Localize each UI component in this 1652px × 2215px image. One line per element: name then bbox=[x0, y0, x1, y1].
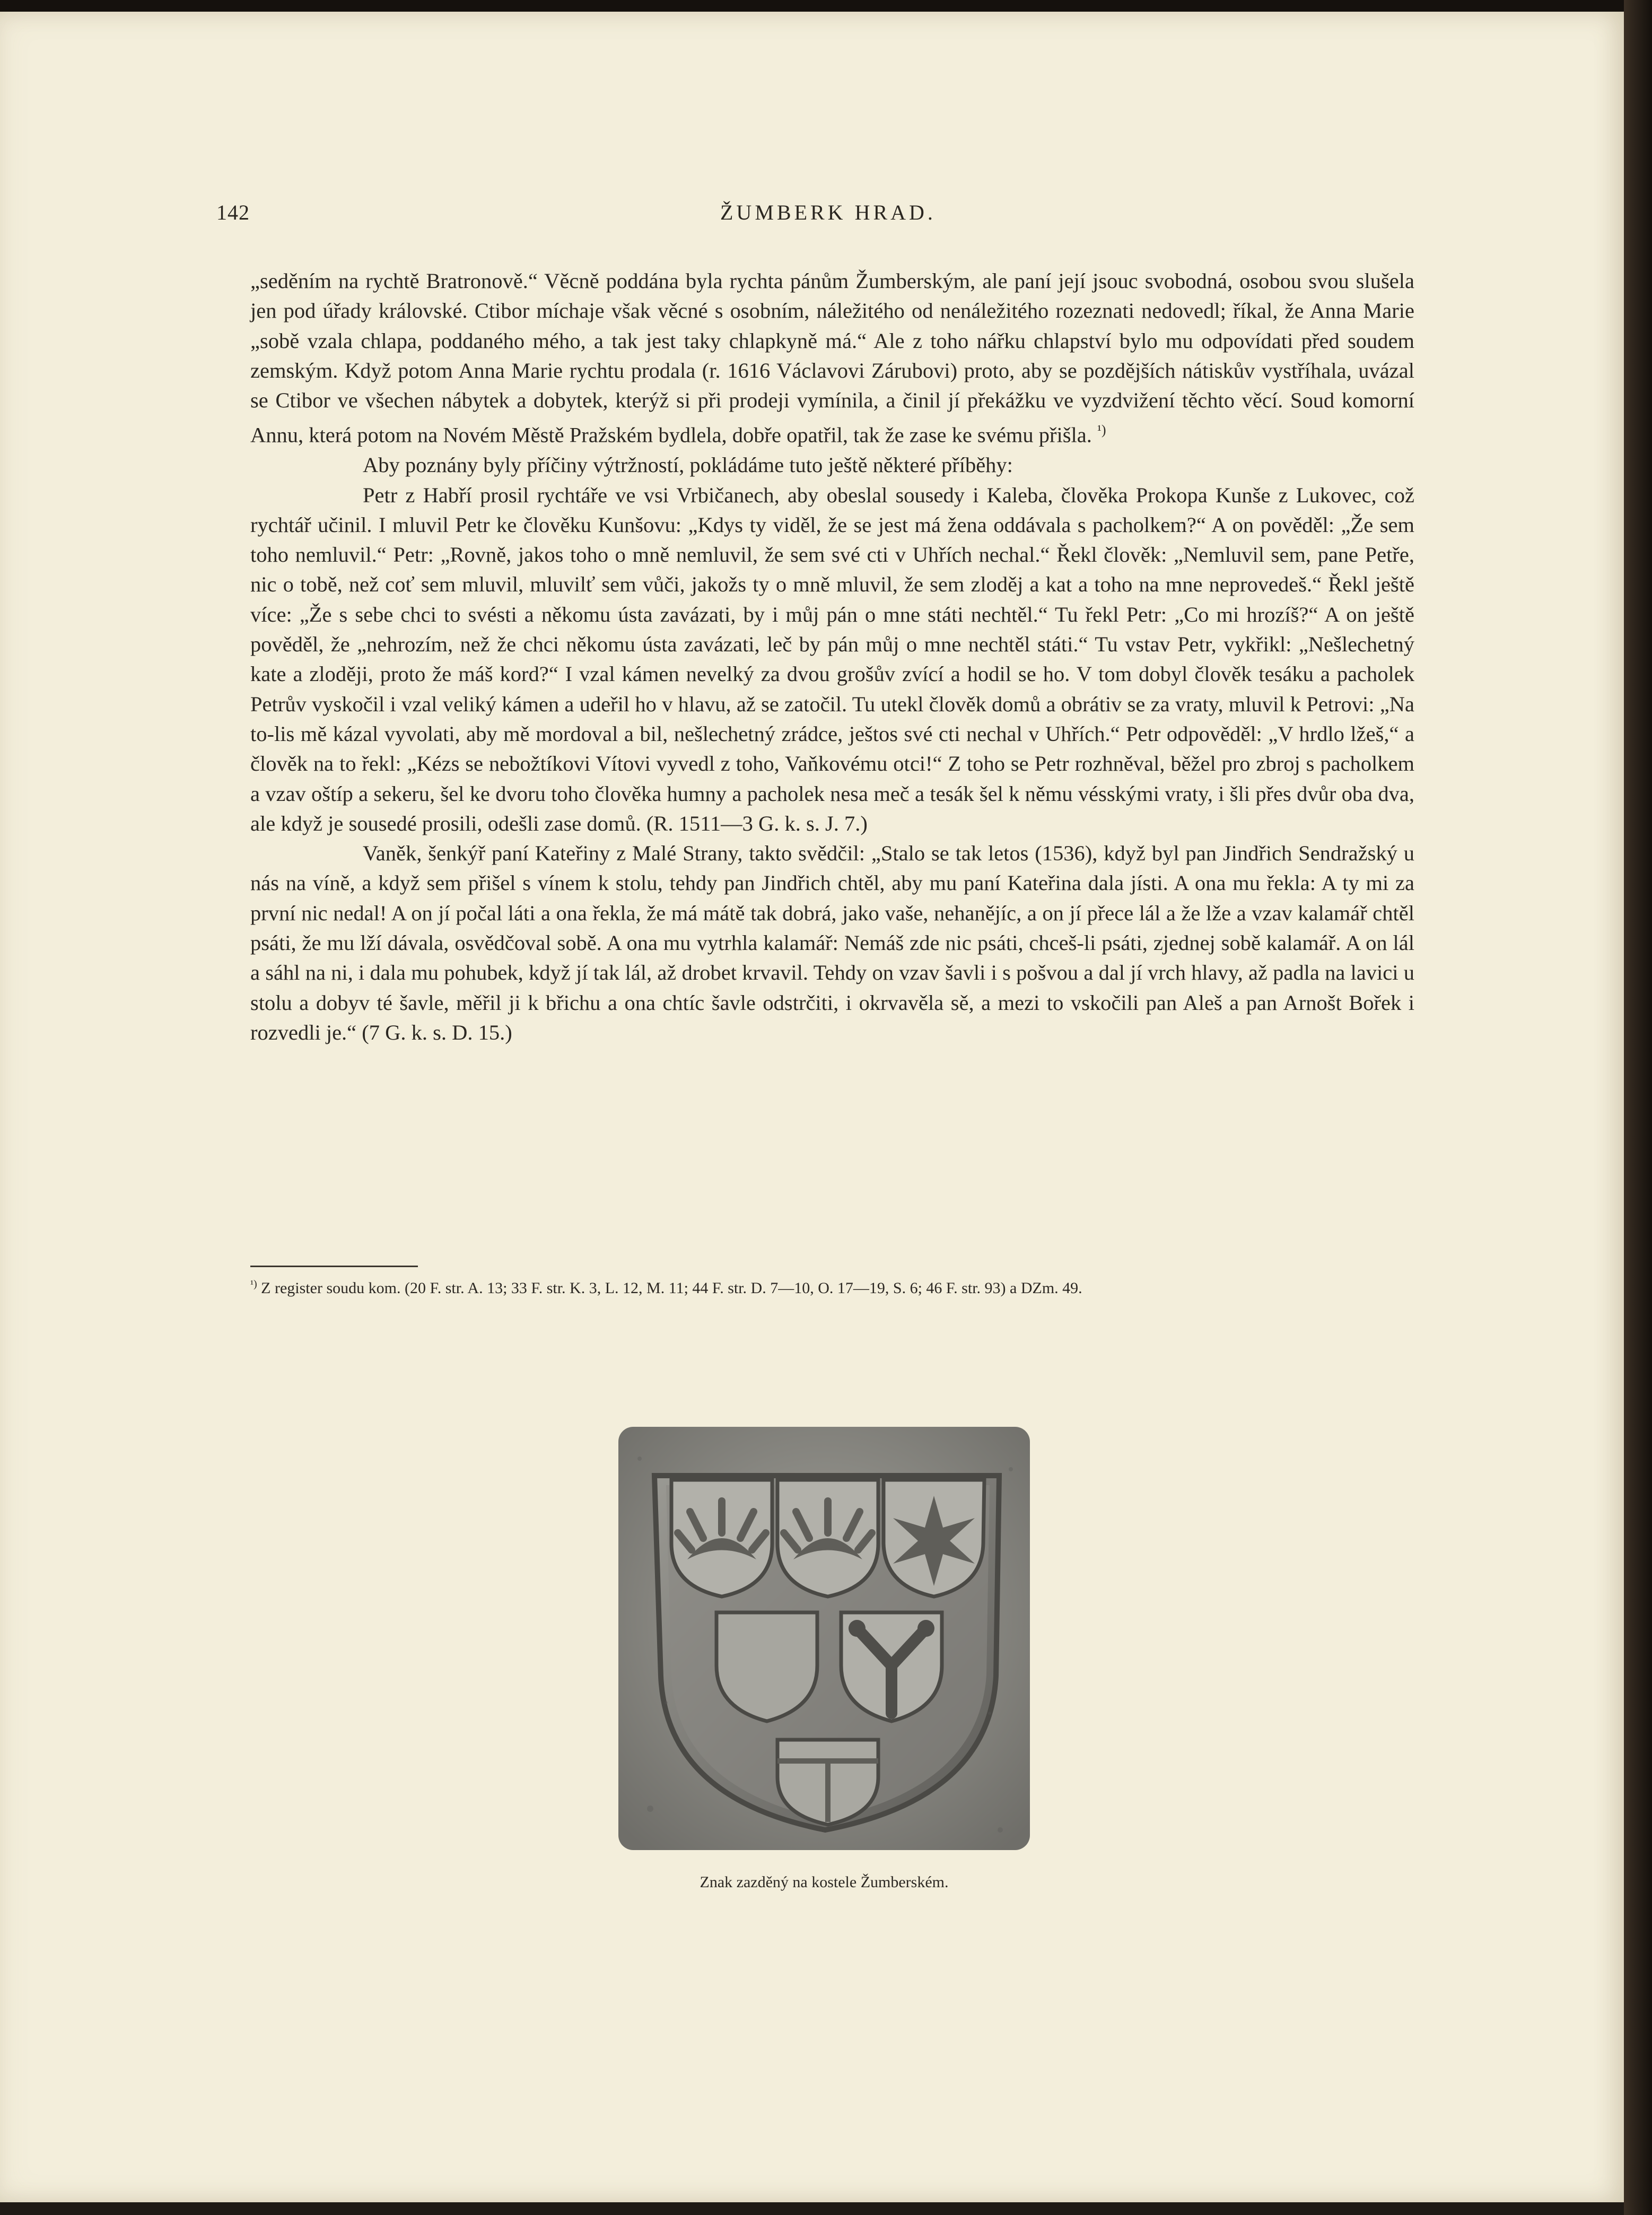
paragraph-4: Vaněk, šenkýř paní Kateřiny z Malé Strany, takto svědčil: „Stalo se tak letos (1536), když byl pan Jindřich Sendražský u nás na víně, a když sem přišel s vínem k stolu, tehdy pan Jindřich chtěl, aby mu paní Kateřina dala jísti. A ona mu řekla: A ty mi za první nic nedal! A on jí počal láti a ona řekla, že má mátě tak dobrá, jako vaše, nehanějíc, a on jí přece lál a že lže a vzav kalamář chtěl psáti, že mu lží dávala, osvědčoval sobě. A ona mu vytrhla kalamář: Nemáš zde nic psáti, chceš-li psáti, zjednej sobě kalamář. A on lál a sáhl na ni, i dala mu pohubek, když jí tak lál, až drobet krvavil. Tehdy on vzav šavli i s pošvou a dal jí vrch hlavy, až padla na lavici u stolu a dobyv té šavle, měřil ji k břichu a ona chtíc šavle odstrčiti, i okrvavěla sě, a mezi to vskočili pan Aleš a pan Arnošt Bořek i rozvedli je.“ (7 G. k. s. D. 15.) bbox=[250, 841, 1414, 1044]
body-text bbox=[250, 266, 1414, 1048]
running-title: ŽUMBERK HRAD. bbox=[720, 200, 936, 224]
footnote bbox=[250, 1273, 1414, 1300]
top-edge bbox=[0, 0, 1652, 12]
coat-of-arms-relief-icon bbox=[618, 1427, 1030, 1850]
page-number: 142 bbox=[216, 200, 250, 224]
page-header bbox=[216, 200, 969, 232]
paragraph-1 bbox=[250, 266, 1414, 450]
book-page bbox=[0, 12, 1624, 2202]
paragraph-3: Petr z Habří prosil rychtáře ve vsi Vrbičanech, aby obeslal sousedy i Kaleba, člověka Prokopa Kunše z Lukovec, což rychtář učinil. I mluvil Petr ke člověku Kunšovu: „Kdys ty viděl, že se jest má žena oddávala s pacholkem?“ A on pověděl: „Že sem toho nemluvil.“ Petr: „Rovně, jakos toho o mně nemluvil, že sem své cti v Uhřích nechal.“ Řekl člověk: „Nemluvil sem, pane Petře, nic o tobě, než coť sem mluvil, mluvilť sem vůči, jakožs ty o mně mluvil, že sem zloděj a kat a toho na mne neprovedeš.“ Řekl ještě více: „Že s sebe chci to svésti a někomu ústa zavázati, by i můj pán o mne státi nechtěl.“ Tu řekl Petr: „Co mi hrozíš?“ A on ještě pověděl, že „nehrozím, než že chci někomu ústa zavázati, leč by pán můj o mne nechtěl státi.“ Tu vstav Petr, vykřikl: „Nešlechetný kate a zloději, proto že máš kord?“ I vzal kámen nevelký za dvou grošův zvící a hodil se ho. V tom dobyl člověk tesáku a pacholek Petrův vyskočil i vzal veliký kámen a udeřil ho v hlavu, až se zatočil. Tu utekl člověk domů a obrátiv se za vraty, mluvil k Petrovi: „Na to-lis mě kázal vyvolati, aby mě mordoval a bil, nešlechetný zrádce, ještos své cti nechal v Uhřích.“ Petr odpověděl: „V hrdlo lžeš,“ a člověk na to řekl: „Kézs se nebožtíkovi Vítovi vyvedl z toho, Vaňkovému otci!“ Z toho se Petr rozhněval, běžel pro zbroj s pacholkem a vzav oštíp a sekeru, šel ke dvoru toho člověka humny a pacholek nesa meč a tesák šel k němu vésskými vraty, i šli přes dvůr oba dva, ale když je sousedé prosili, odešli zase domů. (R. 1511—3 G. k. s. J. 7.) bbox=[250, 483, 1414, 835]
footnote-rule bbox=[250, 1266, 418, 1267]
paragraph-1-text: „seděním na rychtě Bratronově.“ Věcně poddána byla rychta pánům Žumberským, ale paní její jsouc svobodná, osobou svou slušela jen pod úřady královské. Ctibor míchaje však věcné s osobním, náležitého od nenáležitého rozeznati nedovedl; říkal, že Anna Marie „sobě vzala chlapa, poddaného mého, a tak jest taky chlapkyně má.“ Ale z toho nářku chlapství bylo mu odpovídati před soudem zemským. Když potom Anna Marie rychtu prodala (r. 1616 Václavovi Zárubovi) proto, aby se pozdějších nátiskův vystříhala, uvázal se Ctibor ve všechen nábytek a dobytek, kterýž si při prodeji vymínila, a činil jí překážku ve vyzdvižení těchto věcí. Soud komorní Annu, která potom na Novém Městě Pražském bydlela, dobře opatřil, tak že zase ke svému přišla. bbox=[250, 269, 1414, 447]
footnote-marker: ¹) bbox=[250, 1278, 257, 1290]
footnote-ref: ¹) bbox=[1097, 422, 1106, 438]
book-spine bbox=[1624, 0, 1652, 2215]
paragraph-2: Aby poznány byly příčiny výtržností, pokládáme tuto ještě některé příběhy: bbox=[363, 453, 1013, 477]
footnote-text: Z register soudu kom. (20 F. str. A. 13; 33 F. str. K. 3, L. 12, M. 11; 44 F. str. D. 7—10, O. 17—19, S. 6; 46 F. str. 93) a DZm. 49. bbox=[261, 1279, 1082, 1297]
figure-caption: Znak zazděný na kostele Žumberském. bbox=[700, 1873, 949, 1891]
